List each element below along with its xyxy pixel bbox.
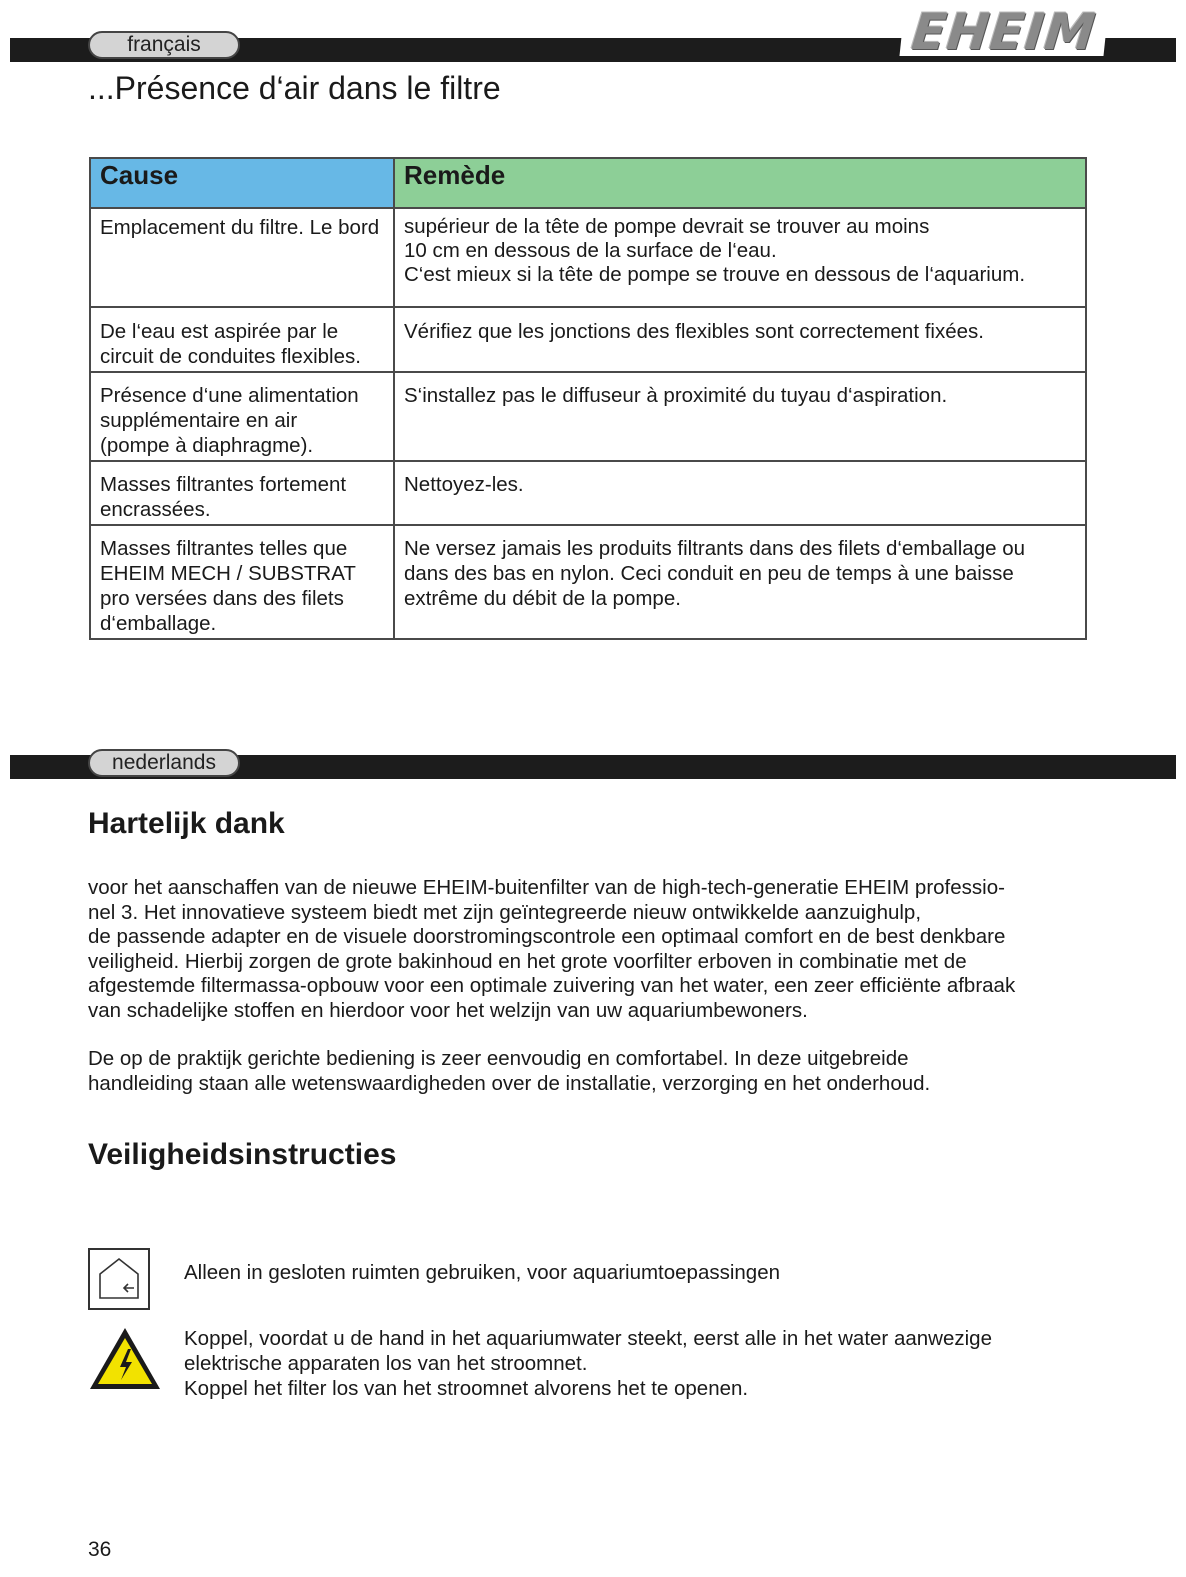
remedy-cell bbox=[394, 461, 1086, 525]
cause-line: supplémentaire en air bbox=[100, 409, 298, 432]
safety-instruction-1: Alleen in gesloten ruimten gebruiken, voor aquariumtoepassingen bbox=[184, 1261, 781, 1284]
table-row bbox=[90, 372, 1086, 461]
table-row bbox=[90, 461, 1086, 525]
page-title: ...Présence d‘air dans le filtre bbox=[88, 70, 501, 106]
cause-cell bbox=[90, 208, 394, 307]
safety-heading: Veiligheidsinstructies bbox=[88, 1138, 397, 1171]
remedy-text: S‘installez pas le diffuseur à proximité du tuyau d‘aspiration. bbox=[404, 384, 948, 407]
remedy-cell bbox=[394, 372, 1086, 461]
indoor-use-icon bbox=[88, 1248, 150, 1310]
table-row bbox=[90, 525, 1086, 639]
safety-line: elektrische apparaten los van het stroomnet. bbox=[184, 1352, 588, 1375]
cause-line: EHEIM MECH / SUBSTRAT bbox=[100, 562, 356, 585]
remedy-cell bbox=[394, 525, 1086, 639]
cause-line: d‘emballage. bbox=[100, 612, 217, 635]
cause-line: circuit de conduites flexibles. bbox=[100, 345, 361, 368]
safety-line: Koppel het filter los van het stroomnet alvorens het te openen. bbox=[184, 1377, 749, 1400]
remedy-cell bbox=[394, 208, 1086, 307]
paragraph-line: van schadelijke stoffen en hierdoor voor het welzijn van uw aquariumbewoners. bbox=[88, 998, 808, 1022]
cause-cell bbox=[90, 461, 394, 525]
paragraph-line: voor het aanschaffen van de nieuwe EHEIM-buitenfilter van de high-tech-generatie EHEIM professio- bbox=[88, 876, 1005, 899]
paragraph-line: afgestemde filtermassa-opbouw voor een optimale zuivering van het water, een zeer efficiënte afbraak bbox=[88, 974, 1016, 997]
cause-line: pro versées dans des filets bbox=[100, 587, 344, 610]
table-header-row bbox=[90, 158, 1086, 208]
thanks-heading: Hartelijk dank bbox=[88, 807, 285, 840]
remedy-line: extrême du débit de la pompe. bbox=[404, 587, 681, 610]
language-tab-nl: nederlands bbox=[88, 749, 240, 777]
remedy-text: Vérifiez que les jonctions des flexibles sont correctement fixées. bbox=[404, 320, 984, 343]
intro-paragraph bbox=[88, 876, 1098, 1023]
safety-line: Koppel, voordat u de hand in het aquariumwater steekt, eerst alle in het water aanwezige bbox=[184, 1327, 992, 1350]
table-row bbox=[90, 307, 1086, 372]
operation-paragraph bbox=[88, 1047, 1098, 1096]
cause-line: (pompe à diaphragme). bbox=[100, 434, 314, 457]
cause-line: Masses filtrantes telles que bbox=[100, 537, 348, 560]
cause-column-header: Cause bbox=[90, 158, 394, 208]
remede-column-header: Remède bbox=[394, 158, 1086, 208]
cause-line: encrassées. bbox=[100, 498, 211, 521]
page-number: 36 bbox=[88, 1538, 112, 1561]
remedy-line: dans des bas en nylon. Ceci conduit en peu de temps à une baisse bbox=[404, 562, 1014, 585]
remedy-line: 10 cm en dessous de la surface de l‘eau. bbox=[404, 239, 777, 262]
cause-cell bbox=[90, 372, 394, 461]
paragraph-line: nel 3. Het innovatieve systeem biedt met zijn geïntegreerde nieuw ontwikkelde aanzuighulp, bbox=[88, 900, 922, 924]
cause-text: Emplacement du filtre. Le bord bbox=[100, 216, 380, 239]
paragraph-line: handleiding staan alle wetenswaardigheden over de installatie, verzorging en het onderhoud. bbox=[88, 1071, 931, 1095]
cause-cell bbox=[90, 525, 394, 639]
language-tab-fr: français bbox=[88, 31, 240, 59]
electric-warning-icon bbox=[87, 1325, 163, 1393]
safety-instruction-2 bbox=[184, 1326, 1084, 1401]
eheim-logo: EHEIM bbox=[899, 8, 1108, 56]
remedy-text: Nettoyez-les. bbox=[404, 473, 524, 496]
remedy-line: supérieur de la tête de pompe devrait se trouver au moins bbox=[404, 215, 930, 238]
remedy-line: Ne versez jamais les produits filtrants dans des filets d‘emballage ou bbox=[404, 537, 1025, 560]
cause-line: Masses filtrantes fortement bbox=[100, 473, 347, 496]
cause-cell bbox=[90, 307, 394, 372]
paragraph-line: de passende adapter en de visuele doorstromingscontrole een optimaal comfort en de best denkbare bbox=[88, 925, 1006, 948]
cause-line: Présence d‘une alimentation bbox=[100, 384, 359, 407]
remedy-line: C‘est mieux si la tête de pompe se trouve en dessous de l‘aquarium. bbox=[404, 263, 1026, 286]
cause-line: De l‘eau est aspirée par le bbox=[100, 320, 339, 343]
table-row bbox=[90, 208, 1086, 307]
paragraph-line: veiligheid. Hierbij zorgen de grote bakinhoud en het grote voorfilter erboven in combinatie met de bbox=[88, 949, 967, 973]
remedy-cell bbox=[394, 307, 1086, 372]
troubleshooting-table bbox=[89, 157, 1087, 640]
paragraph-line: De op de praktijk gerichte bediening is zeer eenvoudig en comfortabel. In deze uitgebreide bbox=[88, 1047, 909, 1070]
